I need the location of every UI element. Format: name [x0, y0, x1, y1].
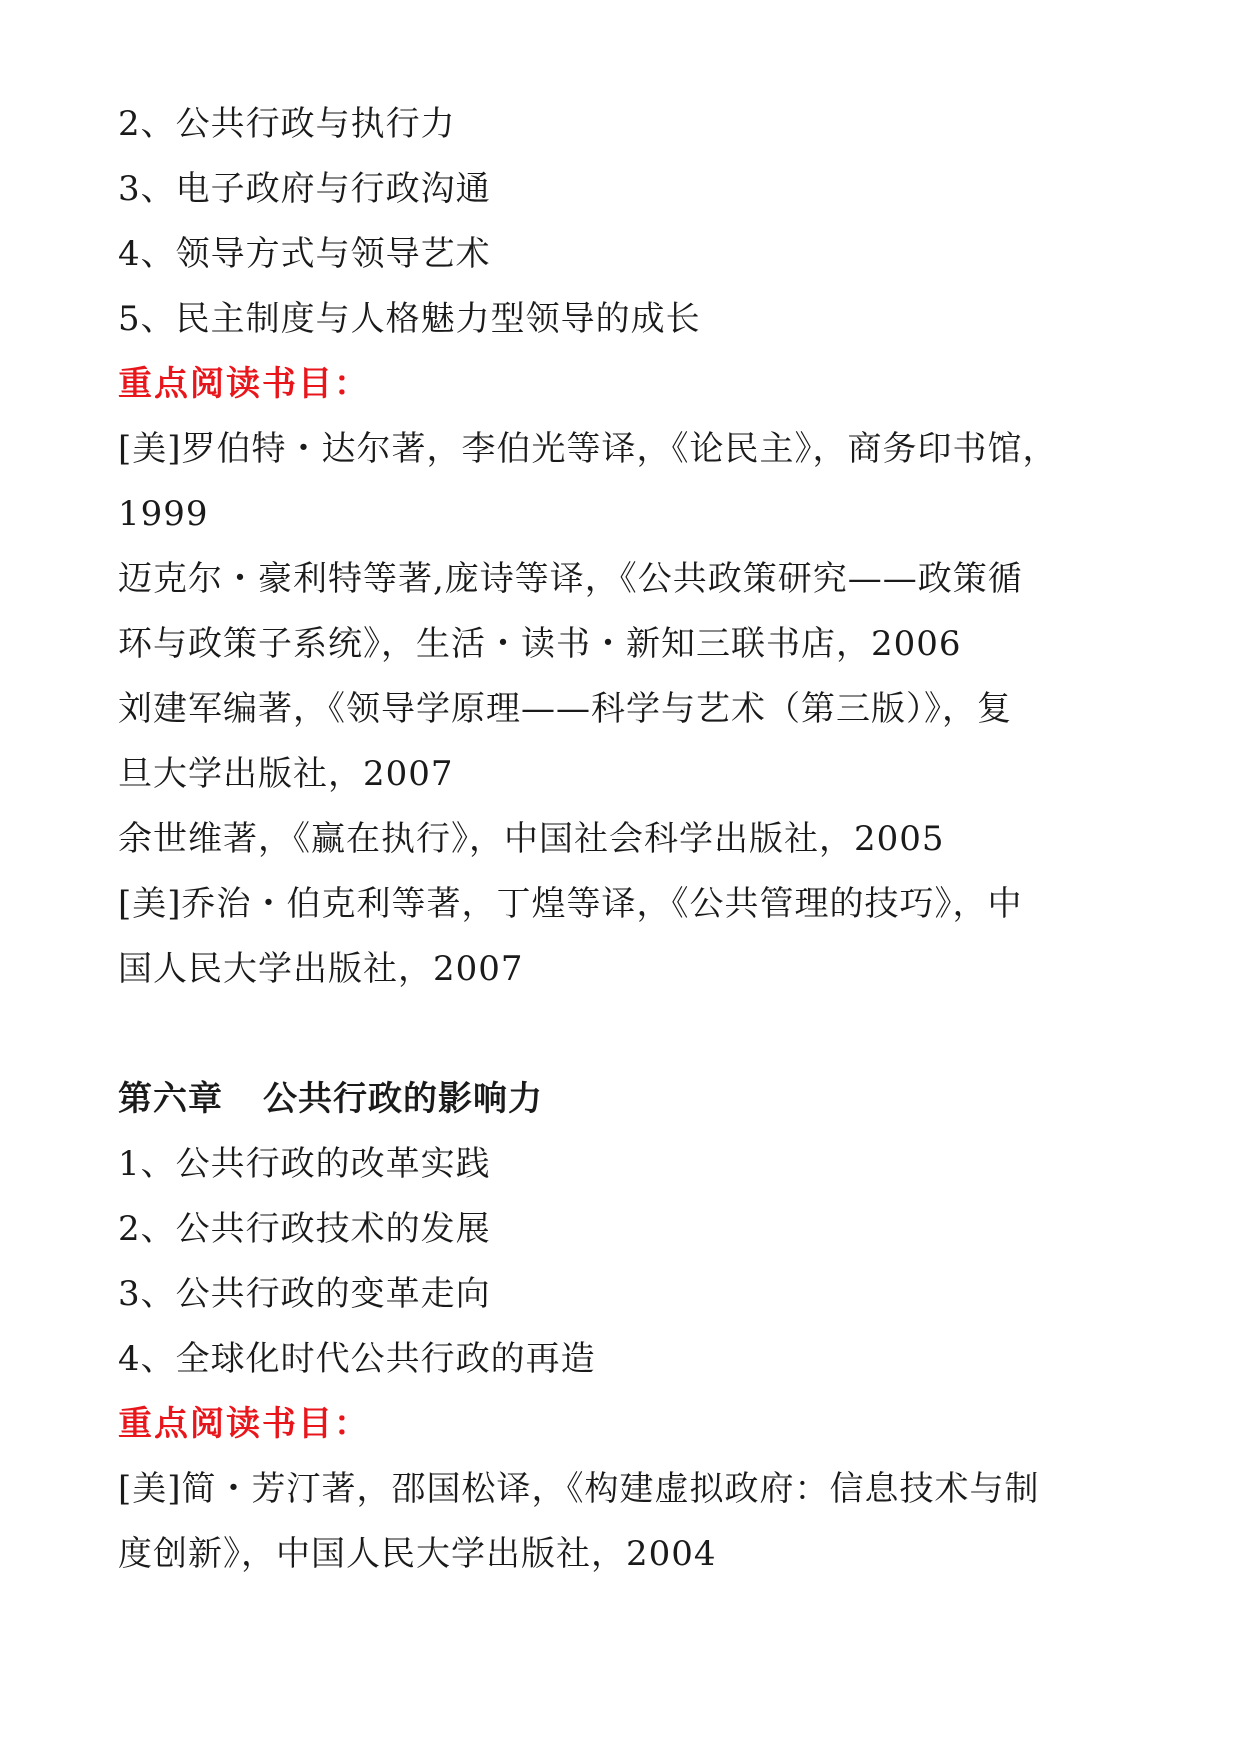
reading-line: 刘建军编著，《领导学原理——科学与艺术（第三版）》，复: [118, 689, 1012, 729]
chapter-heading: [118, 1067, 1128, 1132]
reading-line: 旦大学出版社，2007: [118, 754, 454, 794]
document-page: [118, 92, 1128, 1587]
list-item: 4、全球化时代公共行政的再造: [118, 1339, 596, 1379]
reading-line: [美]简・芳汀著，邵国松译，《构建虚拟政府：信息技术与制: [118, 1469, 1040, 1509]
list-item: 5、民主制度与人格魅力型领导的成长: [118, 299, 701, 339]
reading-line: 迈克尔・豪利特等著,庞诗等译，《公共政策研究——政策循: [118, 559, 1023, 599]
chapter-title: 公共行政的影响力: [263, 1079, 543, 1119]
list-item: 2、公共行政与执行力: [118, 104, 456, 144]
chapter-number: 第六章: [118, 1079, 223, 1119]
reading-line: [美]罗伯特・达尔著，李伯光等译，《论民主》，商务印书馆，: [118, 429, 1058, 469]
list-item: 1、公共行政的改革实践: [118, 1144, 491, 1184]
list-item: 3、公共行政的变革走向: [118, 1274, 491, 1314]
list-item: 2、公共行政技术的发展: [118, 1209, 491, 1249]
reading-list-heading: 重点阅读书目：: [118, 364, 370, 404]
reading-line: [美]乔治・伯克利等著，丁煌等译，《公共管理的技巧》，中: [118, 884, 1023, 924]
list-item: 4、领导方式与领导艺术: [118, 234, 491, 274]
blank-line: [118, 1002, 1128, 1067]
reading-line: 余世维著，《赢在执行》，中国社会科学出版社，2005: [118, 819, 945, 859]
reading-line: 度创新》，中国人民大学出版社，2004: [118, 1534, 717, 1574]
reading-line: 1999: [118, 494, 209, 534]
reading-list-heading: 重点阅读书目：: [118, 1404, 370, 1444]
reading-line: 环与政策子系统》，生活・读书・新知三联书店，2006: [118, 624, 962, 664]
reading-line: 国人民大学出版社，2007: [118, 949, 524, 989]
list-item: 3、电子政府与行政沟通: [118, 169, 491, 209]
